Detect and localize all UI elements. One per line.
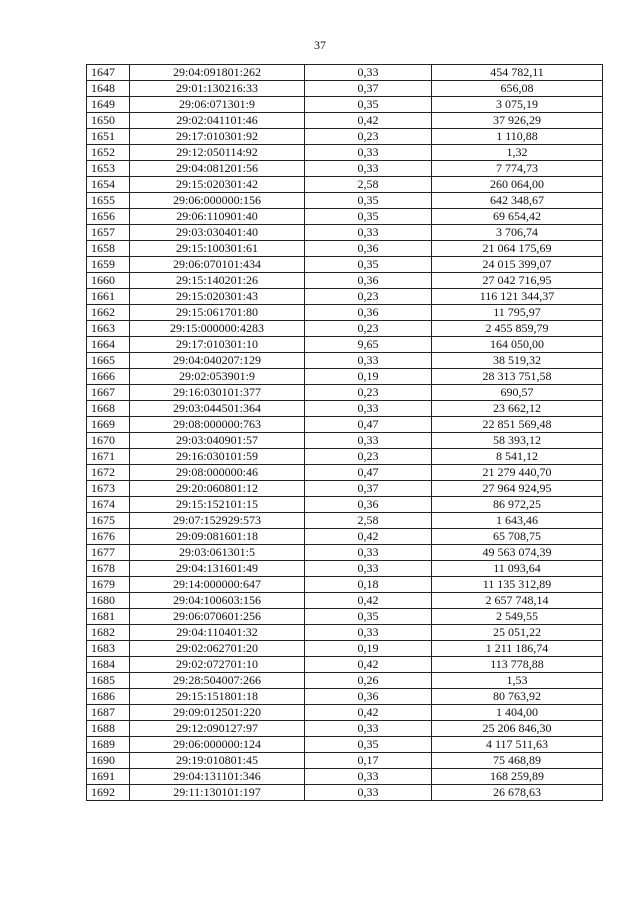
cadastral-number-cell: 29:08:000000:763 bbox=[130, 417, 305, 433]
row-number-cell: 1672 bbox=[87, 465, 130, 481]
cadastral-number-cell: 29:03:044501:364 bbox=[130, 401, 305, 417]
value-cell: 21 279 440,70 bbox=[432, 465, 603, 481]
row-number-cell: 1662 bbox=[87, 305, 130, 321]
rate-cell: 0,33 bbox=[305, 225, 432, 241]
cadastral-number-cell: 29:15:140201:26 bbox=[130, 273, 305, 289]
value-cell: 8 541,12 bbox=[432, 449, 603, 465]
rate-cell: 0,26 bbox=[305, 673, 432, 689]
data-table bbox=[86, 64, 603, 801]
row-number-cell: 1676 bbox=[87, 529, 130, 545]
rate-cell: 0,35 bbox=[305, 209, 432, 225]
table-row bbox=[87, 241, 603, 257]
row-number-cell: 1683 bbox=[87, 641, 130, 657]
table-row bbox=[87, 513, 603, 529]
cadastral-number-cell: 29:06:070601:256 bbox=[130, 609, 305, 625]
value-cell: 27 964 924,95 bbox=[432, 481, 603, 497]
cadastral-number-cell: 29:15:020301:42 bbox=[130, 177, 305, 193]
table-row bbox=[87, 577, 603, 593]
table-row bbox=[87, 481, 603, 497]
row-number-cell: 1674 bbox=[87, 497, 130, 513]
table-row bbox=[87, 785, 603, 801]
rate-cell: 0,42 bbox=[305, 705, 432, 721]
row-number-cell: 1649 bbox=[87, 97, 130, 113]
table-row bbox=[87, 401, 603, 417]
rate-cell: 0,19 bbox=[305, 641, 432, 657]
value-cell: 1 211 186,74 bbox=[432, 641, 603, 657]
row-number-cell: 1659 bbox=[87, 257, 130, 273]
row-number-cell: 1681 bbox=[87, 609, 130, 625]
value-cell: 168 259,89 bbox=[432, 769, 603, 785]
row-number-cell: 1670 bbox=[87, 433, 130, 449]
rate-cell: 0,36 bbox=[305, 497, 432, 513]
value-cell: 25 051,22 bbox=[432, 625, 603, 641]
rate-cell: 0,33 bbox=[305, 769, 432, 785]
cadastral-number-cell: 29:02:053901:9 bbox=[130, 369, 305, 385]
value-cell: 1 643,46 bbox=[432, 513, 603, 529]
row-number-cell: 1653 bbox=[87, 161, 130, 177]
row-number-cell: 1688 bbox=[87, 721, 130, 737]
cadastral-number-cell: 29:03:040901:57 bbox=[130, 433, 305, 449]
value-cell: 1,32 bbox=[432, 145, 603, 161]
cadastral-number-cell: 29:15:020301:43 bbox=[130, 289, 305, 305]
rate-cell: 0,23 bbox=[305, 449, 432, 465]
table-row bbox=[87, 305, 603, 321]
cadastral-number-cell: 29:17:010301:10 bbox=[130, 337, 305, 353]
cadastral-number-cell: 29:02:072701:10 bbox=[130, 657, 305, 673]
cadastral-number-cell: 29:15:151801:18 bbox=[130, 689, 305, 705]
cadastral-number-cell: 29:06:000000:124 bbox=[130, 737, 305, 753]
rate-cell: 0,33 bbox=[305, 353, 432, 369]
table-row bbox=[87, 273, 603, 289]
table-row bbox=[87, 113, 603, 129]
row-number-cell: 1692 bbox=[87, 785, 130, 801]
rate-cell: 0,33 bbox=[305, 65, 432, 81]
table-row bbox=[87, 705, 603, 721]
table-row bbox=[87, 369, 603, 385]
value-cell: 454 782,11 bbox=[432, 65, 603, 81]
cadastral-number-cell: 29:11:130101:197 bbox=[130, 785, 305, 801]
table-row bbox=[87, 97, 603, 113]
value-cell: 28 313 751,58 bbox=[432, 369, 603, 385]
rate-cell: 0,35 bbox=[305, 737, 432, 753]
row-number-cell: 1655 bbox=[87, 193, 130, 209]
table-row bbox=[87, 657, 603, 673]
rate-cell: 0,33 bbox=[305, 721, 432, 737]
value-cell: 24 015 399,07 bbox=[432, 257, 603, 273]
value-cell: 690,57 bbox=[432, 385, 603, 401]
table-row bbox=[87, 625, 603, 641]
value-cell: 164 050,00 bbox=[432, 337, 603, 353]
row-number-cell: 1658 bbox=[87, 241, 130, 257]
cadastral-number-cell: 29:02:062701:20 bbox=[130, 641, 305, 657]
value-cell: 75 468,89 bbox=[432, 753, 603, 769]
rate-cell: 0,33 bbox=[305, 433, 432, 449]
rate-cell: 0,19 bbox=[305, 369, 432, 385]
rate-cell: 0,35 bbox=[305, 609, 432, 625]
rate-cell: 0,35 bbox=[305, 193, 432, 209]
rate-cell: 0,36 bbox=[305, 689, 432, 705]
table-row bbox=[87, 529, 603, 545]
rate-cell: 0,36 bbox=[305, 273, 432, 289]
rate-cell: 0,33 bbox=[305, 161, 432, 177]
value-cell: 113 778,88 bbox=[432, 657, 603, 673]
table-row bbox=[87, 609, 603, 625]
table-row bbox=[87, 433, 603, 449]
row-number-cell: 1687 bbox=[87, 705, 130, 721]
value-cell: 27 042 716,95 bbox=[432, 273, 603, 289]
rate-cell: 0,36 bbox=[305, 305, 432, 321]
cadastral-number-cell: 29:28:504007:266 bbox=[130, 673, 305, 689]
row-number-cell: 1660 bbox=[87, 273, 130, 289]
cadastral-number-cell: 29:09:012501:220 bbox=[130, 705, 305, 721]
table-row bbox=[87, 593, 603, 609]
table-row bbox=[87, 769, 603, 785]
cadastral-number-cell: 29:16:030101:377 bbox=[130, 385, 305, 401]
table-row bbox=[87, 497, 603, 513]
value-cell: 22 851 569,48 bbox=[432, 417, 603, 433]
table-row bbox=[87, 689, 603, 705]
row-number-cell: 1665 bbox=[87, 353, 130, 369]
row-number-cell: 1689 bbox=[87, 737, 130, 753]
rate-cell: 0,42 bbox=[305, 593, 432, 609]
table-row bbox=[87, 561, 603, 577]
rate-cell: 0,33 bbox=[305, 145, 432, 161]
cadastral-number-cell: 29:06:000000:156 bbox=[130, 193, 305, 209]
table-row bbox=[87, 257, 603, 273]
value-cell: 58 393,12 bbox=[432, 433, 603, 449]
value-cell: 37 926,29 bbox=[432, 113, 603, 129]
table-row bbox=[87, 209, 603, 225]
cadastral-number-cell: 29:04:131601:49 bbox=[130, 561, 305, 577]
table-row bbox=[87, 145, 603, 161]
table-row bbox=[87, 177, 603, 193]
table-row bbox=[87, 721, 603, 737]
value-cell: 1,53 bbox=[432, 673, 603, 689]
cadastral-number-cell: 29:04:091801:262 bbox=[130, 65, 305, 81]
row-number-cell: 1682 bbox=[87, 625, 130, 641]
value-cell: 86 972,25 bbox=[432, 497, 603, 513]
value-cell: 656,08 bbox=[432, 81, 603, 97]
table-row bbox=[87, 65, 603, 81]
row-number-cell: 1666 bbox=[87, 369, 130, 385]
table-row bbox=[87, 673, 603, 689]
table-row bbox=[87, 193, 603, 209]
cadastral-number-cell: 29:16:030101:59 bbox=[130, 449, 305, 465]
row-number-cell: 1691 bbox=[87, 769, 130, 785]
rate-cell: 0,47 bbox=[305, 465, 432, 481]
cadastral-number-cell: 29:07:152929:573 bbox=[130, 513, 305, 529]
table-row bbox=[87, 417, 603, 433]
row-number-cell: 1657 bbox=[87, 225, 130, 241]
table-row bbox=[87, 449, 603, 465]
rate-cell: 0,18 bbox=[305, 577, 432, 593]
rate-cell: 2,58 bbox=[305, 177, 432, 193]
cadastral-number-cell: 29:04:081201:56 bbox=[130, 161, 305, 177]
row-number-cell: 1669 bbox=[87, 417, 130, 433]
row-number-cell: 1690 bbox=[87, 753, 130, 769]
cadastral-number-cell: 29:15:152101:15 bbox=[130, 497, 305, 513]
cadastral-number-cell: 29:09:081601:18 bbox=[130, 529, 305, 545]
row-number-cell: 1675 bbox=[87, 513, 130, 529]
value-cell: 260 064,00 bbox=[432, 177, 603, 193]
rate-cell: 0,33 bbox=[305, 545, 432, 561]
table-row bbox=[87, 737, 603, 753]
row-number-cell: 1647 bbox=[87, 65, 130, 81]
row-number-cell: 1648 bbox=[87, 81, 130, 97]
rate-cell: 0,47 bbox=[305, 417, 432, 433]
value-cell: 2 549,55 bbox=[432, 609, 603, 625]
rate-cell: 0,33 bbox=[305, 785, 432, 801]
value-cell: 65 708,75 bbox=[432, 529, 603, 545]
value-cell: 1 404,00 bbox=[432, 705, 603, 721]
value-cell: 49 563 074,39 bbox=[432, 545, 603, 561]
row-number-cell: 1671 bbox=[87, 449, 130, 465]
table-body bbox=[87, 65, 603, 801]
rate-cell: 0,35 bbox=[305, 257, 432, 273]
row-number-cell: 1679 bbox=[87, 577, 130, 593]
cadastral-number-cell: 29:03:061301:5 bbox=[130, 545, 305, 561]
value-cell: 3 706,74 bbox=[432, 225, 603, 241]
cadastral-number-cell: 29:08:000000:46 bbox=[130, 465, 305, 481]
value-cell: 69 654,42 bbox=[432, 209, 603, 225]
page-number: 37 bbox=[314, 38, 326, 52]
rate-cell: 0,23 bbox=[305, 289, 432, 305]
table-row bbox=[87, 321, 603, 337]
table-row bbox=[87, 81, 603, 97]
row-number-cell: 1678 bbox=[87, 561, 130, 577]
rate-cell: 9,65 bbox=[305, 337, 432, 353]
row-number-cell: 1664 bbox=[87, 337, 130, 353]
value-cell: 11 795,97 bbox=[432, 305, 603, 321]
row-number-cell: 1654 bbox=[87, 177, 130, 193]
row-number-cell: 1684 bbox=[87, 657, 130, 673]
cadastral-number-cell: 29:04:110401:32 bbox=[130, 625, 305, 641]
table-row bbox=[87, 753, 603, 769]
value-cell: 2 657 748,14 bbox=[432, 593, 603, 609]
rate-cell: 0,42 bbox=[305, 529, 432, 545]
table-row bbox=[87, 353, 603, 369]
rate-cell: 0,42 bbox=[305, 113, 432, 129]
cadastral-number-cell: 29:04:040207:129 bbox=[130, 353, 305, 369]
row-number-cell: 1656 bbox=[87, 209, 130, 225]
row-number-cell: 1652 bbox=[87, 145, 130, 161]
cadastral-number-cell: 29:20:060801:12 bbox=[130, 481, 305, 497]
value-cell: 11 093,64 bbox=[432, 561, 603, 577]
value-cell: 25 206 846,30 bbox=[432, 721, 603, 737]
table-row bbox=[87, 545, 603, 561]
cadastral-number-cell: 29:12:050114:92 bbox=[130, 145, 305, 161]
cadastral-number-cell: 29:04:100603:156 bbox=[130, 593, 305, 609]
row-number-cell: 1677 bbox=[87, 545, 130, 561]
rate-cell: 0,33 bbox=[305, 561, 432, 577]
rate-cell: 0,33 bbox=[305, 401, 432, 417]
cadastral-number-cell: 29:15:000000:4283 bbox=[130, 321, 305, 337]
value-cell: 80 763,92 bbox=[432, 689, 603, 705]
value-cell: 1 110,88 bbox=[432, 129, 603, 145]
cadastral-number-cell: 29:19:010801:45 bbox=[130, 753, 305, 769]
cadastral-number-cell: 29:06:110901:40 bbox=[130, 209, 305, 225]
row-number-cell: 1650 bbox=[87, 113, 130, 129]
cadastral-number-cell: 29:12:090127:97 bbox=[130, 721, 305, 737]
rate-cell: 0,37 bbox=[305, 81, 432, 97]
row-number-cell: 1651 bbox=[87, 129, 130, 145]
cadastral-number-cell: 29:15:061701:80 bbox=[130, 305, 305, 321]
row-number-cell: 1661 bbox=[87, 289, 130, 305]
cadastral-number-cell: 29:04:131101:346 bbox=[130, 769, 305, 785]
cadastral-number-cell: 29:02:041101:46 bbox=[130, 113, 305, 129]
row-number-cell: 1673 bbox=[87, 481, 130, 497]
value-cell: 38 519,32 bbox=[432, 353, 603, 369]
table-row bbox=[87, 289, 603, 305]
value-cell: 23 662,12 bbox=[432, 401, 603, 417]
rate-cell: 0,17 bbox=[305, 753, 432, 769]
table-row bbox=[87, 225, 603, 241]
rate-cell: 0,23 bbox=[305, 321, 432, 337]
rate-cell: 0,37 bbox=[305, 481, 432, 497]
value-cell: 3 075,19 bbox=[432, 97, 603, 113]
value-cell: 26 678,63 bbox=[432, 785, 603, 801]
cadastral-number-cell: 29:01:130216:33 bbox=[130, 81, 305, 97]
rate-cell: 2,58 bbox=[305, 513, 432, 529]
rate-cell: 0,23 bbox=[305, 385, 432, 401]
cadastral-number-cell: 29:15:100301:61 bbox=[130, 241, 305, 257]
rate-cell: 0,35 bbox=[305, 97, 432, 113]
row-number-cell: 1667 bbox=[87, 385, 130, 401]
table-row bbox=[87, 337, 603, 353]
value-cell: 4 117 511,63 bbox=[432, 737, 603, 753]
table-row bbox=[87, 161, 603, 177]
value-cell: 7 774,73 bbox=[432, 161, 603, 177]
value-cell: 116 121 344,37 bbox=[432, 289, 603, 305]
value-cell: 642 348,67 bbox=[432, 193, 603, 209]
cadastral-number-cell: 29:03:030401:40 bbox=[130, 225, 305, 241]
value-cell: 21 064 175,69 bbox=[432, 241, 603, 257]
row-number-cell: 1680 bbox=[87, 593, 130, 609]
cadastral-number-cell: 29:14:000000:647 bbox=[130, 577, 305, 593]
table-row bbox=[87, 465, 603, 481]
cadastral-number-cell: 29:06:070101:434 bbox=[130, 257, 305, 273]
table-row bbox=[87, 385, 603, 401]
rate-cell: 0,33 bbox=[305, 625, 432, 641]
value-cell: 11 135 312,89 bbox=[432, 577, 603, 593]
rate-cell: 0,36 bbox=[305, 241, 432, 257]
row-number-cell: 1663 bbox=[87, 321, 130, 337]
rate-cell: 0,23 bbox=[305, 129, 432, 145]
cadastral-number-cell: 29:17:010301:92 bbox=[130, 129, 305, 145]
value-cell: 2 455 859,79 bbox=[432, 321, 603, 337]
table-row bbox=[87, 129, 603, 145]
row-number-cell: 1686 bbox=[87, 689, 130, 705]
row-number-cell: 1668 bbox=[87, 401, 130, 417]
row-number-cell: 1685 bbox=[87, 673, 130, 689]
cadastral-number-cell: 29:06:071301:9 bbox=[130, 97, 305, 113]
rate-cell: 0,42 bbox=[305, 657, 432, 673]
table-row bbox=[87, 641, 603, 657]
